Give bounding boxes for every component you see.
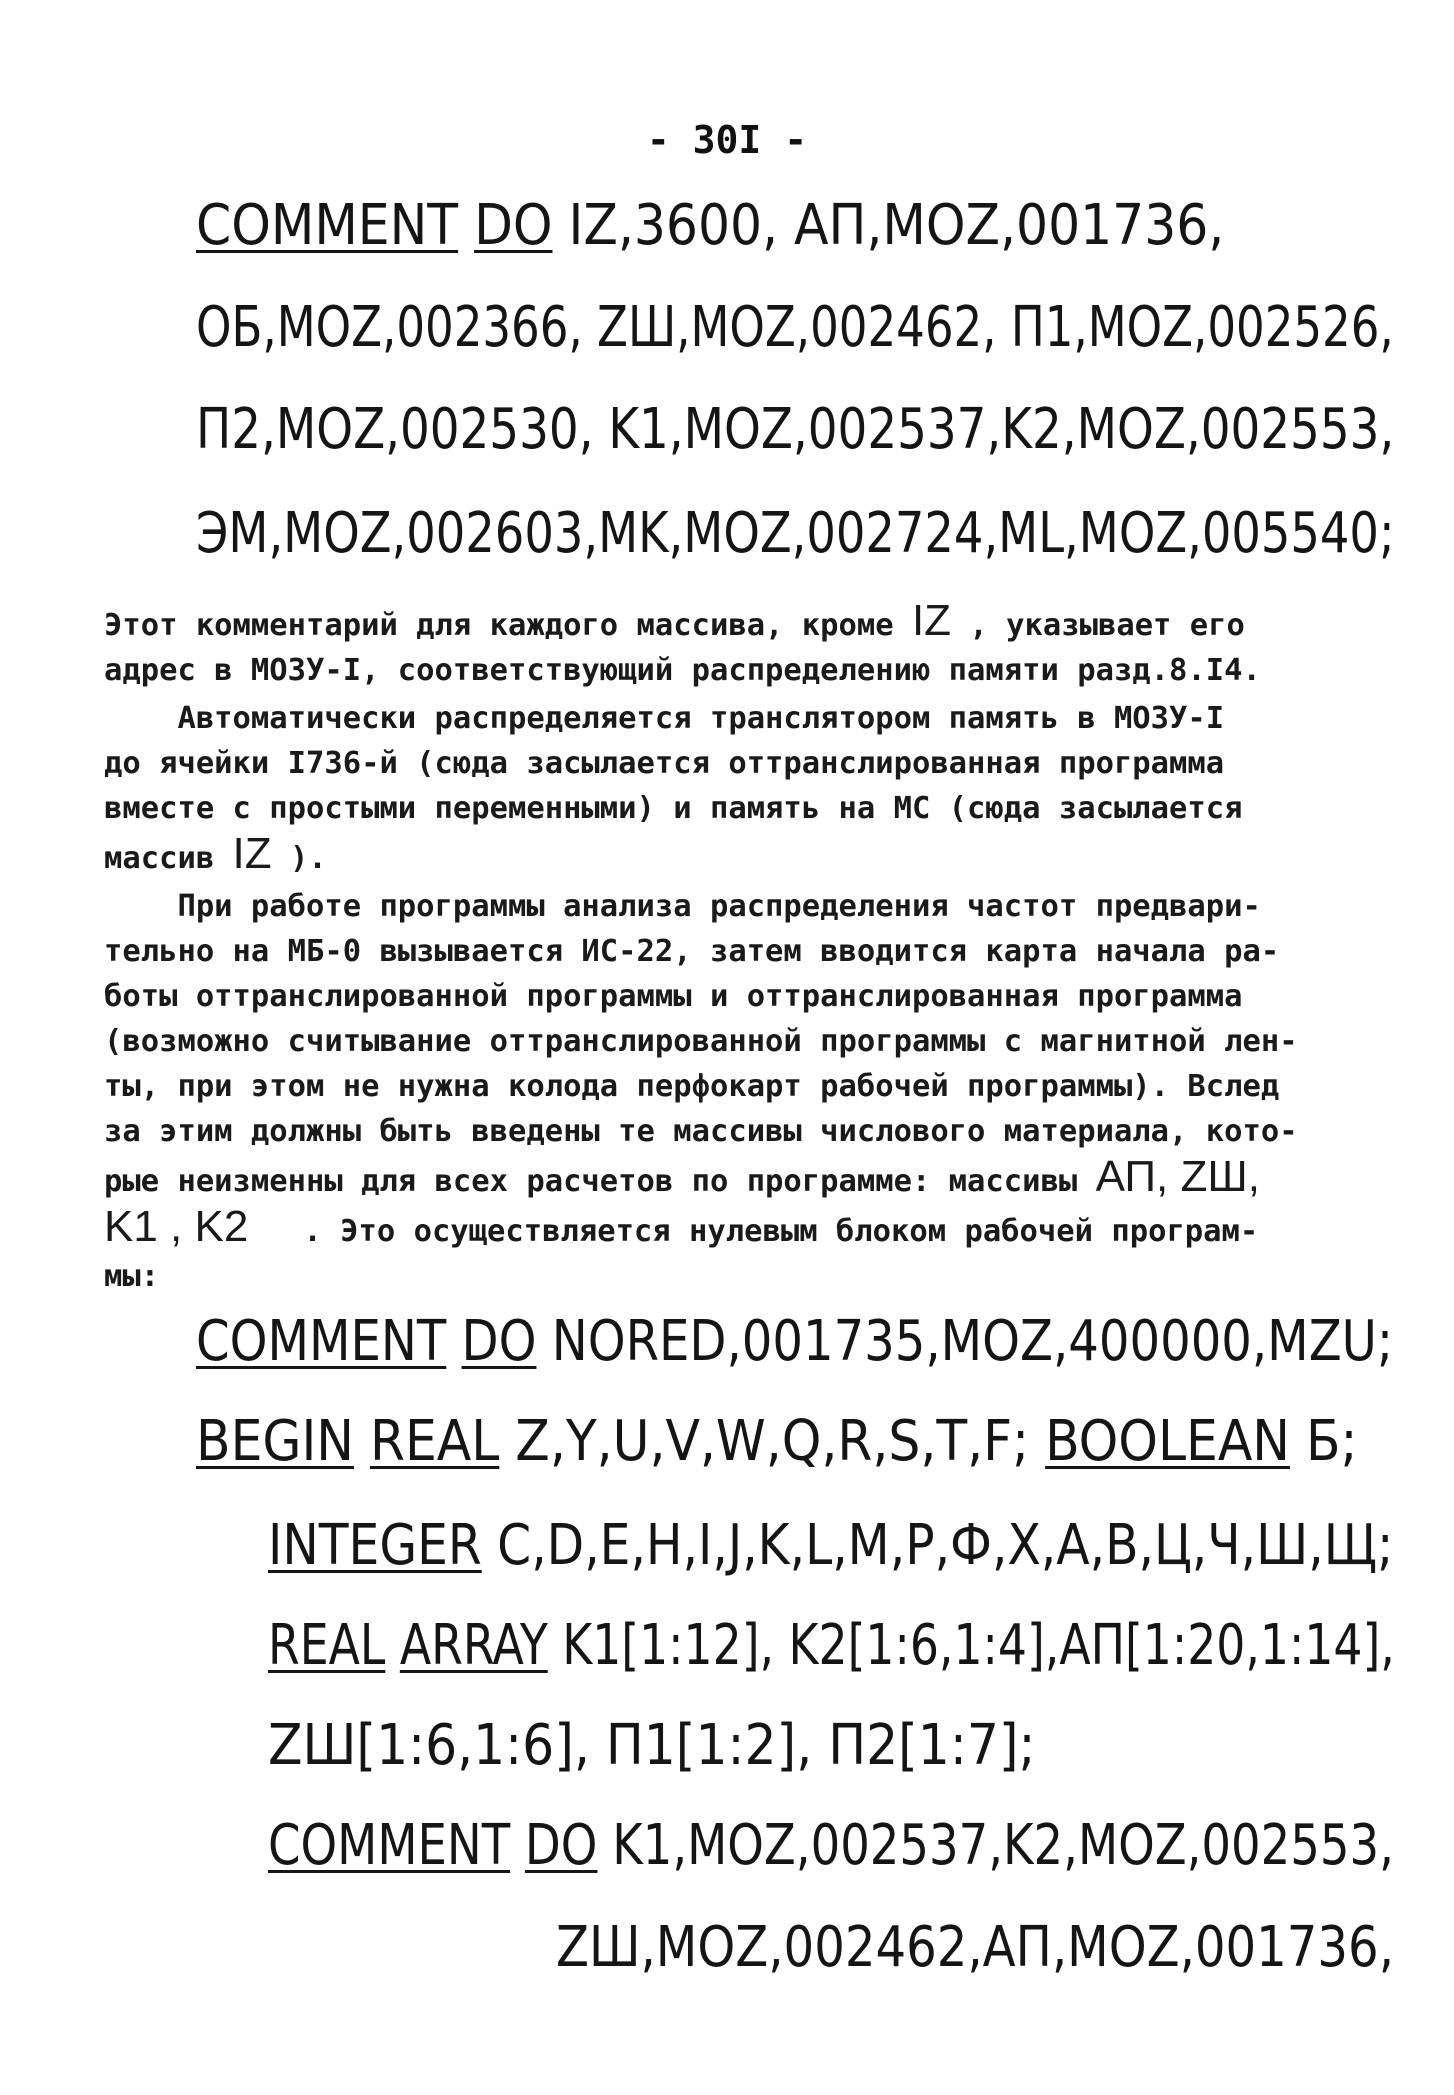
- text-run: за этим должны быть введены те массивы числового материала, кото-: [104, 1114, 1298, 1149]
- code-text: ОБ,MOZ,002366, ZШ,MOZ,002462, П1,MOZ,002526,: [196, 295, 1394, 360]
- paragraph-comment-note: [104, 598, 1349, 693]
- keyword-real: REAL: [268, 1613, 386, 1678]
- text-run: адрес в МОЗУ-I, соответствующий распределению памяти разд.8.I4.: [104, 653, 1261, 688]
- keyword-comment: COMMENT: [196, 193, 459, 258]
- paragraph-program-run: [104, 884, 1349, 1299]
- keyword-comment: COMMENT: [268, 1813, 511, 1878]
- text-run: Автоматически распределяется транслятором память в МОЗУ-I: [104, 701, 1225, 736]
- keyword-integer: INTEGER: [268, 1513, 482, 1578]
- paragraph-memory-allocation: [104, 696, 1349, 881]
- text-run: рые неизменны для всех расчетов по программе: массивы: [104, 1164, 1096, 1199]
- text-run: . Это осуществляется нулевым блоком рабочей програм-: [248, 1214, 1259, 1249]
- text-run: до ячейки I736-й (сюда засылается оттранслированная программа: [104, 746, 1225, 781]
- code-text: K1,MOZ,002537,K2,MOZ,002553,: [597, 1813, 1394, 1878]
- code-line-9: [268, 1713, 1036, 1778]
- text-run: боты оттранслированной программы и оттранслированная программа: [104, 979, 1243, 1014]
- code-line-4: [196, 501, 1395, 566]
- code-line-5: [196, 1309, 1394, 1374]
- text-run: вместе с простыми переменными) и память на МС (сюда засылается: [104, 791, 1243, 826]
- text-run-arrays: АП, ZШ,: [1095, 1152, 1260, 1201]
- text-run: (возможно считывание оттранслированной программы с магнитной лен-: [104, 1024, 1298, 1059]
- text-run: тельно на МБ-0 вызывается ИС-22, затем вводится карта начала ра-: [104, 934, 1280, 969]
- keyword-comment: COMMENT: [196, 1309, 447, 1374]
- code-line-1: [196, 193, 1225, 258]
- keyword-do: DO: [524, 1813, 598, 1878]
- keyword-boolean: BOOLEAN: [1045, 1409, 1290, 1474]
- code-line-3: [196, 397, 1395, 462]
- text-run: При работе программы анализа распределения частот предвари-: [104, 889, 1261, 924]
- text-run: , указывает его: [951, 608, 1245, 643]
- code-text: Z,Y,U,V,W,Q,R,S,T,F;: [499, 1409, 1046, 1474]
- code-text: ZШ,MOZ,002462,АП,MOZ,001736,: [556, 1915, 1394, 1980]
- code-text: ZШ[1:6,1:6], П1[1:2], П2[1:7];: [268, 1713, 1036, 1778]
- code-line-8: [268, 1613, 1395, 1678]
- page-number: - 30I -: [646, 118, 808, 162]
- keyword-do: DO: [461, 1309, 537, 1374]
- text-run: массив: [104, 841, 233, 876]
- keyword-real: REAL: [369, 1409, 500, 1474]
- text-run-iz: IZ: [232, 829, 272, 878]
- text-run: ).: [271, 841, 327, 876]
- keyword-do: DO: [474, 193, 553, 258]
- text-run-arrays: K1 , K2: [104, 1202, 249, 1251]
- text-run-iz: IZ: [911, 596, 952, 645]
- code-text: П2,MOZ,002530, K1,MOZ,002537,K2,MOZ,002553,: [196, 397, 1395, 462]
- code-text: ЭМ,MOZ,002603,MK,MOZ,002724,ML,MOZ,005540;: [196, 501, 1395, 566]
- code-line-6: [196, 1409, 1358, 1474]
- code-text: K1[1:12], K2[1:6,1:4],АП[1:20,1:14],: [547, 1613, 1395, 1678]
- code-line-11: [556, 1915, 1394, 1980]
- code-line-2: [196, 295, 1394, 360]
- code-text: Б;: [1289, 1409, 1358, 1474]
- text-run: мы:: [104, 1259, 160, 1294]
- code-line-7: [268, 1513, 1394, 1578]
- text-run: Этот комментарий для каждого массива, кроме: [104, 608, 912, 643]
- code-text: IZ,3600, АП,MOZ,001736,: [552, 193, 1225, 258]
- code-text: C,D,E,H,I,J,K,L,M,P,Ф,X,A,B,Ц,Ч,Ш,Щ;: [481, 1513, 1394, 1578]
- keyword-array: ARRAY: [399, 1613, 548, 1678]
- keyword-begin: BEGIN: [196, 1409, 354, 1474]
- code-line-10: [268, 1813, 1394, 1878]
- code-text: NORED,001735,MOZ,400000,MZU;: [536, 1309, 1394, 1374]
- text-run: ты, при этом не нужна колода перфокарт рабочей программы). Вслед: [104, 1069, 1280, 1104]
